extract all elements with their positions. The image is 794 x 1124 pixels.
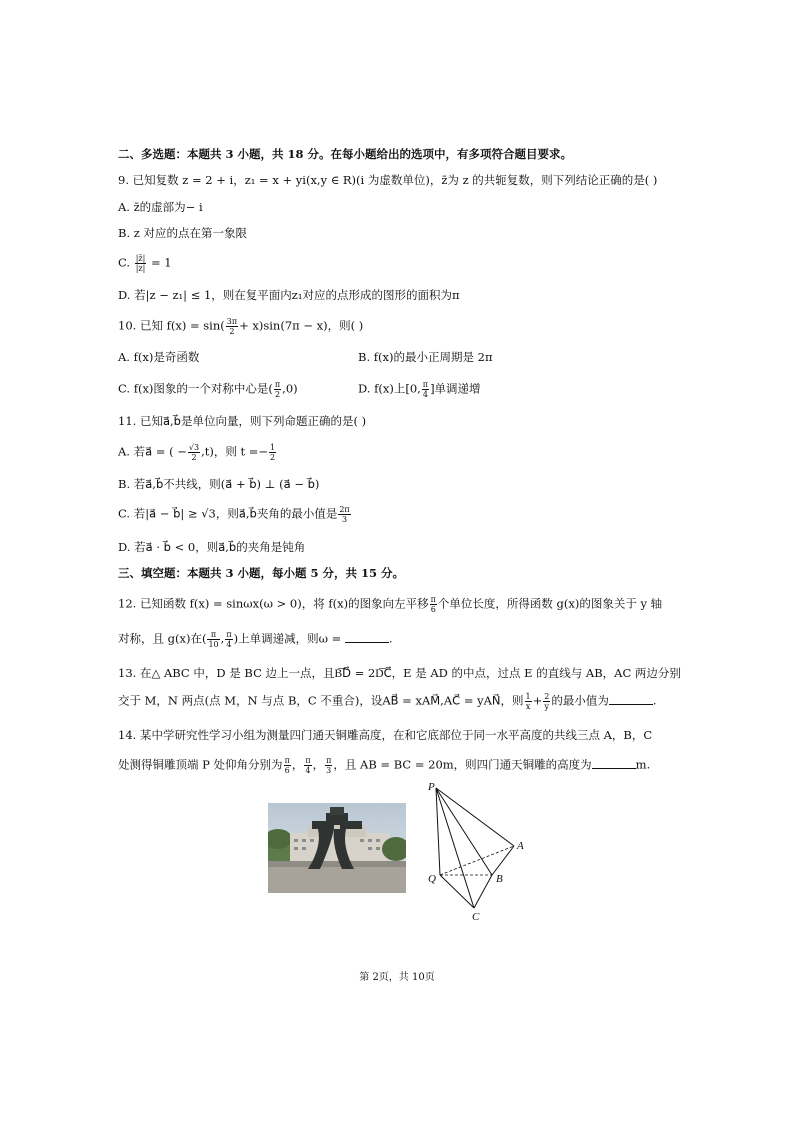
q10-option-b: B. f(x)的最小正周期是 2π xyxy=(358,350,493,364)
sculpture-photo xyxy=(268,803,406,893)
q10-option-d: D. f(x)上[0, $\frac{\pi}{4}$ ]单调递增 xyxy=(358,380,481,399)
edge-pq xyxy=(436,788,440,875)
q12-interval-fraction-1: $\frac{\pi}{10}$ xyxy=(208,630,219,649)
q10-stem: 10. 已知 f(x) = sin( $\frac{3\pi}{2}$ + x)sin(7π − x)，则( ) xyxy=(118,317,364,336)
q14-answer-blank[interactable] xyxy=(592,758,636,769)
q13-fraction-1: $\frac{1}{x}$ xyxy=(525,692,531,711)
q13-answer-blank[interactable] xyxy=(609,694,653,705)
q14-line-2: 处测得铜雕顶端 P 处仰角分别为 $\frac{\pi}{6}$ ， $\frac{\pi}{4}$ ， $\frac{\pi}{3}$ ，且 AB = BC = 20m，则四门通天铜雕的高度为 m. xyxy=(118,756,651,775)
q11-c-fraction: $\frac{2\pi}{3}$ xyxy=(339,505,350,524)
sculpture-photo-image xyxy=(268,803,406,893)
label-c: C xyxy=(472,911,480,922)
q12-answer-blank[interactable] xyxy=(345,632,389,643)
label-q: Q xyxy=(428,873,436,885)
label-a: A xyxy=(517,840,524,852)
q11-option-d: D. 若a⃗ · b⃗ < 0，则a⃗,b⃗的夹角是钝角 xyxy=(118,540,306,554)
q11-option-a: A. 若a⃗ = ( − $\frac{√3}{2}$ ,t)，则 t =− $\frac{1}{2}$ xyxy=(118,443,276,462)
edge-bc xyxy=(474,875,492,908)
q10-option-c: C. f(x)图象的一个对称中心是( $\frac{\pi}{2}$ ,0) xyxy=(118,380,298,399)
q11-option-c: C. 若|a⃗ − b⃗| ≥ √3，则a⃗,b⃗夹角的最小值是 $\frac{2\pi}{3}$ xyxy=(118,505,350,524)
edge-pa xyxy=(436,788,514,846)
q9-option-c: C. $\frac{|z̄|}{|z|}$ = 1 xyxy=(118,254,172,273)
q12-line-1: 12. 已知函数 f(x) = sinωx(ω > 0)，将 f(x)的图象向左平移 $\frac{\pi}{6}$ 个单位长度，所得函数 g(x)的图象关于 y 轴 xyxy=(118,595,663,614)
q10-option-a: A. f(x)是奇函数 xyxy=(118,350,200,364)
q11-option-b: B. 若a⃗,b⃗不共线，则(a⃗ + b⃗) ⊥ (a⃗ − b⃗) xyxy=(118,477,320,491)
q11-a-fraction-1: $\frac{√3}{2}$ xyxy=(188,443,200,462)
pyramid-diagram-svg xyxy=(424,778,544,922)
q14-angle-fraction-2: $\frac{\pi}{4}$ xyxy=(305,756,311,775)
label-p: P xyxy=(428,781,435,793)
q9-stem: 9. 已知复数 z = 2 + i，z₁ = x + yi(x,y ∈ R)(i 为虚数单位)，z̄为 z 的共轭复数，则下列结论正确的是( ) xyxy=(118,173,658,187)
q13-line-1: 13. 在△ ABC 中，D 是 BC 边上一点，且B͞D⃗ = 2D͞C⃗，E 是 AD 的中点，过点 E 的直线与 AB，AC 两边分别 xyxy=(118,666,681,680)
q13-fraction-2: $\frac{2}{y}$ xyxy=(544,692,550,711)
q9-c-fraction: $\frac{|z̄|}{|z|}$ xyxy=(135,254,146,273)
q12-interval-fraction-2: $\frac{\pi}{4}$ xyxy=(226,630,232,649)
q9-option-b: B. z 对应的点在第一象限 xyxy=(118,226,247,240)
q12-shift-fraction: $\frac{\pi}{6}$ xyxy=(430,595,436,614)
q14-line-1: 14. 某中学研究性学习小组为测量四门通天铜雕高度，在和它底部位于同一水平高度的共线三点 A，B，C xyxy=(118,728,653,742)
section-3-heading: 三、填空题：本题共 3 小题，每小题 5 分，共 15 分。 xyxy=(118,566,405,580)
q14-angle-fraction-3: $\frac{\pi}{3}$ xyxy=(326,756,332,775)
edge-pb xyxy=(436,788,492,875)
q11-a-fraction-2: $\frac{1}{2}$ xyxy=(270,443,276,462)
q9-option-d: D. 若|z − z₁| ≤ 1，则在复平面内z₁对应的点形成的图形的面积为π xyxy=(118,288,460,302)
q12-line-2: 对称，且 g(x)在( $\frac{\pi}{10}$ , $\frac{\pi}{4}$ )上单调递减，则ω = . xyxy=(118,630,393,649)
pyramid-diagram xyxy=(424,778,544,922)
page-footer: 第 2页，共 10页 xyxy=(359,972,435,983)
q14-angle-fraction-1: $\frac{\pi}{6}$ xyxy=(284,756,290,775)
q13-line-2: 交于 M，N 两点(点 M，N 与点 B，C 不重合)，设AB⃗ = xAM⃗,AC⃗ = yAN⃗，则 $\frac{1}{x}$ + $\frac{2}{y}$ 的最小值为 . xyxy=(118,692,657,711)
q10-stem-fraction: $\frac{3\pi}{2}$ xyxy=(226,317,238,336)
q10-d-fraction: $\frac{\pi}{4}$ xyxy=(422,380,429,399)
section-2-heading: 二、多选题：本题共 3 小题，共 18 分。在每小题给出的选项中，有多项符合题目要求。 xyxy=(118,147,573,161)
q10-c-fraction: $\frac{\pi}{2}$ xyxy=(274,380,281,399)
q11-stem: 11. 已知a⃗,b⃗是单位向量，则下列命题正确的是( ) xyxy=(118,414,367,428)
label-b: B xyxy=(496,873,503,885)
q9-option-a: A. z̄的虚部为− i xyxy=(118,200,203,214)
